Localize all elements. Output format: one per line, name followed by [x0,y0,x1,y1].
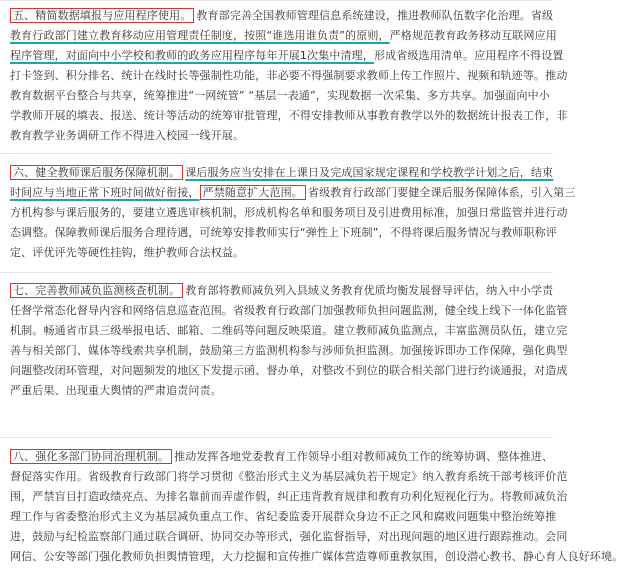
body-text: 推动发挥各地党委教育工作领导小组对教师减负工作的统筹协调、整体推进、 [174,450,554,463]
body-text: 学教师开展的填表、报送、统计等活动的统筹审批管理，不得安排教师从事教育教学以外的数据统计报表工作，非 [10,109,568,122]
section-divider [0,153,553,154]
body-text: 定、评优评先等硬性挂钩，维护教师合法权益。 [10,246,245,259]
text-line [10,66,568,86]
section-divider [0,0,553,1]
text-line [10,547,623,567]
body-text: 方机构参与课后服务的，要建立遴选审核机制，形成机构名单和服务项目及引进费用标准，加强日常监管并进行动 [10,206,568,219]
text-line [10,223,557,243]
body-text: 教育教学业务调研工作不得进入校园一线开展。 [10,129,245,142]
text-line [10,86,550,106]
highlight-box: 严禁随意扩大范围。 [200,185,306,200]
body-text: 网信、公安等部门强化教师负担舆情管理，大力挖掘和宣传推广媒体营造尊师重教氛围，创设潜心教书、静心育人良好环境。 [10,550,623,563]
section-divider [0,272,553,273]
body-text: 形成省级选用清单。应用程序不得设置 [373,49,564,62]
section-eight [10,447,623,567]
text-line [10,321,568,341]
section-heading: 七、完善教师减负监测核查机制。 [10,283,183,298]
body-text: 严格规范教育政务移动互联网应用 [389,29,557,42]
section-divider [0,437,553,438]
text-line [10,381,543,401]
body-text: 严重后果、出现重大舆情的严肃追责问责。 [10,384,222,397]
section-heading: 五、精简数据填报与应用程序使用。 [10,8,194,23]
body-text: 教育部完善全国教师管理信息系统建设，推进教师队伍数字化治理。省级 [196,9,554,22]
body-text: 问题整改闭环管理，对问题频发的地区下发提示函、督办单，对整改不到位的联合相关部门进行约谈通报，对造成 [10,364,568,377]
body-text: 省级教育行政部门要健全课后服务保障体系，引入第三 [307,186,576,199]
body-text: 教育数据平台整合与共享，统筹推进“一网统管” “基层一表通”，实现数据一次采集、多方共享。加强面向中小 [10,89,550,102]
section-heading: 六、健全教师课后服务保障机制。 [10,165,183,180]
text-line [10,301,568,321]
body-text: 理工作与省委整治形式主义为基层减负重点工作、省纪委监委开展群众身边不正之风和腐败问题集中整治统筹推 [10,510,557,523]
body-text: 善与相关部门、媒体等线索共享机制，鼓励第三方监测机构参与涉师负担监测。加强接诉即办工作保障，强化典型 [10,344,568,357]
text-line [10,341,568,361]
body-text: 任督学常态化督导内容和网络信息巡查范围。省级教育行政部门加强教师负担问题监测，健全线上线下一体化监管 [10,304,568,317]
text-line [10,281,554,301]
body-text: 态调整。保障教师课后服务合理待遇，可统筹安排教师实行“弹性上下班制”，不得将课后服务情况与教师职称评 [10,226,557,239]
text-line [10,447,554,467]
text-line [10,163,554,183]
underlined-text: 教育行政部门建立教育移动应用管理责任制度，按照“谁选用谁负责”的原则， [10,29,390,42]
underlined-text: 课后服务应当安排在上课日及完成国家规定课程和学校教学计划之后，结束 [185,166,554,179]
body-text: 围，严禁盲目打造政绩亮点、为排名靠前而弄虚作假，纠正违背教育规律和教育功利化短视化行为。将教师减负治 [10,490,568,503]
section-six [10,163,576,263]
text-line [10,467,568,487]
section-five [10,6,568,146]
text-line [10,46,564,66]
underlined-text: 程序管理，对面向中小学校和教师的政务应用程序每年开展1次集中清理， [10,49,374,62]
underlined-text: 时间应与当地正常下班时间做好衔接， [10,186,200,199]
body-text: 督促落实作用。省级教育行政部门将学习贯彻《整治形式主义为基层减负若干规定》纳入教育系统干部考核评价范 [10,470,568,483]
text-line [10,361,568,381]
text-line [10,183,576,203]
text-line [10,487,568,507]
section-seven [10,281,568,401]
body-text: 打卡签到、积分排名、统计在线时长等强制性功能，非必要不得强制要求教师上传工作照片、视频和轨迹等。推动 [10,69,568,82]
text-line [10,106,568,126]
body-text: 进，鼓励与纪检监察部门通过联合调研、协同交办等形式，强化监督指导，对出现问题的地区进行跟踪推动。会同 [10,530,568,543]
body-text: 机制。畅通省市县三级举报电话、邮箱、二维码等问题反映渠道。建立教师减负监测点，丰富监测员队伍，建立完 [10,324,568,337]
section-heading: 八、强化多部门协同治理机制。 [10,449,172,464]
text-line [10,203,568,223]
text-line [10,527,568,547]
text-line [10,243,543,263]
text-line [10,6,554,26]
text-line [10,126,543,146]
body-text: 教育部将教师减负列入县域义务教育优质均衡发展督导评估，纳入中小学责 [185,284,554,297]
text-line [10,507,557,527]
text-line [10,26,557,46]
